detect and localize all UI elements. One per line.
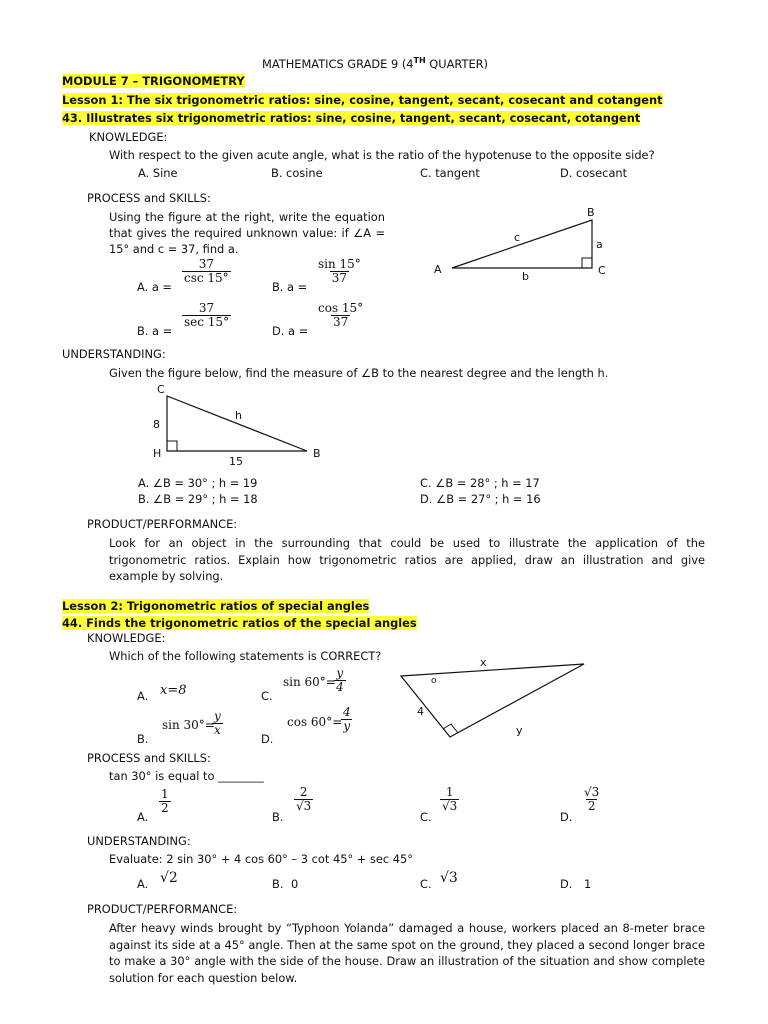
knowledge-heading: KNOWLEDGE: [87, 631, 166, 645]
option-b-fraction: $\frac{y}{x}$ [214, 709, 221, 737]
option-d-lhs: cos 60°= [287, 715, 343, 729]
knowledge-option: D. cosecant [560, 166, 628, 180]
knowledge-option: A. Sine [138, 166, 178, 180]
option-a-label: A. [137, 689, 149, 703]
lesson2-competency: 44. Finds the trigonometric ratios of the special angles [62, 616, 417, 630]
lesson1-competency: 43. Illustrates six trigonometric ratios: sine, cosine, tangent, secant, cosecant, cotangent [62, 111, 641, 125]
option-a-expression: x=8 [160, 683, 187, 698]
option-value: 1 [584, 877, 592, 891]
option-fraction: $\frac{2}{√3}$ [296, 785, 312, 813]
knowledge-option: B. cosine [271, 166, 323, 180]
knowledge-question: With respect to the given acute angle, what is the ratio of the hypotenuse to the opposite side? [109, 148, 655, 162]
knowledge-question: Which of the following statements is CORRECT? [109, 649, 382, 663]
side-a-label: a [596, 238, 603, 251]
option-label: C. [420, 810, 432, 824]
product-text: Look for an object in the surrounding that could be used to illustrate the application of the trigonometric ratios. Explain how trigonometric ratios are applied, draw an illustration and give example by solving. [109, 536, 705, 583]
option-a-fraction: 37 csc 15° [184, 257, 229, 285]
product-heading: PRODUCT/PERFORMANCE: [87, 517, 238, 531]
side-4-label: 4 [417, 705, 424, 718]
product-heading: PRODUCT/PERFORMANCE: [87, 902, 238, 916]
option-d-fraction: $\frac{\cos 15^\circ}{37}$ [318, 301, 364, 329]
option-value: √3 [440, 870, 458, 886]
option-c-lhs: sin 60°= [283, 675, 336, 689]
option-fraction: $\frac{√3}{2}$ [584, 785, 600, 813]
understanding-heading: UNDERSTANDING: [62, 347, 166, 361]
option-value: √2 [160, 870, 178, 886]
option-b-fraction: $\frac{\sin 15^\circ}{37}$ [318, 257, 361, 285]
option-fraction: $\frac{1}{√3}$ [442, 785, 458, 813]
option-c-label: C. [261, 689, 273, 703]
option-d-fraction: $\frac{4}{y}$ [343, 705, 351, 733]
option-label: C. [420, 877, 432, 891]
option-a-label: A. a = [137, 280, 172, 294]
understanding-question: Given the figure below, find the measure of ∠B to the nearest degree and the length h. [109, 366, 609, 380]
side-ch-label: 8 [153, 418, 160, 431]
module-title: MODULE 7 – TRIGONOMETRY [62, 74, 245, 88]
option-c-fraction: 37 sec 15° [184, 301, 230, 329]
understanding-heading: UNDERSTANDING: [87, 834, 191, 848]
option-label: A. [137, 877, 149, 891]
understanding-option: C. ∠B = 28° ; h = 17 [420, 476, 540, 490]
understanding-question: Evaluate: 2 sin 30° + 4 cos 60° – 3 cot 45° + sec 45° [109, 852, 413, 866]
vertex-a-label: A [434, 263, 442, 276]
option-label: D. [560, 810, 573, 824]
side-x-label: x [480, 656, 487, 669]
option-fraction: $\frac{1}{2}$ [161, 787, 169, 815]
option-b-lhs: sin 30°= [162, 718, 215, 732]
option-value: 0 [291, 877, 299, 891]
option-d-label: D. [261, 732, 274, 746]
side-y-label: y [516, 724, 523, 737]
page-title: MATHEMATICS GRADE 9 (4TH QUARTER) [262, 56, 489, 71]
side-b-label: b [522, 270, 529, 283]
understanding-option: D. ∠B = 27° ; h = 16 [420, 492, 541, 506]
angle-mark: o [431, 676, 437, 686]
process-question: tan 30° is equal to ________ [109, 769, 264, 783]
option-b-label: B. a = [272, 280, 308, 294]
understanding-option: B. ∠B = 29° ; h = 18 [138, 492, 258, 506]
hypotenuse-label: h [235, 409, 242, 422]
vertex-h-label: H [153, 447, 162, 460]
vertex-b-label: B [313, 447, 321, 460]
knowledge-option: C. tangent [420, 166, 480, 180]
vertex-c-label: C [157, 383, 165, 396]
option-c-label: B. a = [137, 324, 173, 338]
side-hb-label: 15 [229, 455, 243, 468]
process-question: Using the figure at the right, write the equation that gives the required unknown value: if ∠A = 15° and c = 37, find a. [109, 210, 385, 256]
knowledge-heading: KNOWLEDGE: [89, 130, 168, 144]
process-heading: PROCESS and SKILLS: [87, 751, 211, 765]
side-c-label: c [514, 231, 521, 244]
lesson1-title: Lesson 1: The six trigonometric ratios: sine, cosine, tangent, secant, cosecant and cotangent [62, 93, 663, 107]
option-label: D. [560, 877, 573, 891]
option-label: A. [137, 810, 149, 824]
option-label: B. [272, 877, 284, 891]
vertex-b-label: B [587, 206, 595, 219]
option-c-fraction: $\frac{y}{4}$ [336, 666, 344, 694]
lesson2-title: Lesson 2: Trigonometric ratios of special angles [62, 599, 370, 613]
vertex-c-label: C [598, 264, 606, 277]
process-heading: PROCESS and SKILLS: [87, 191, 211, 205]
option-b-label: B. [137, 732, 149, 746]
option-label: B. [272, 810, 284, 824]
option-d-label: D. a = [272, 324, 309, 338]
product-text: After heavy winds brought by “Typhoon Yolanda” damaged a house, workers placed an 8-meter brace against its side at a 45° angle. Then at the same spot on the ground, they placed a second longer brace to make a 30° angle with the side of the house. Draw an illustration of the situation and show complete solution for each question below. [109, 921, 705, 985]
understanding-option: A. ∠B = 30° ; h = 19 [138, 476, 258, 490]
